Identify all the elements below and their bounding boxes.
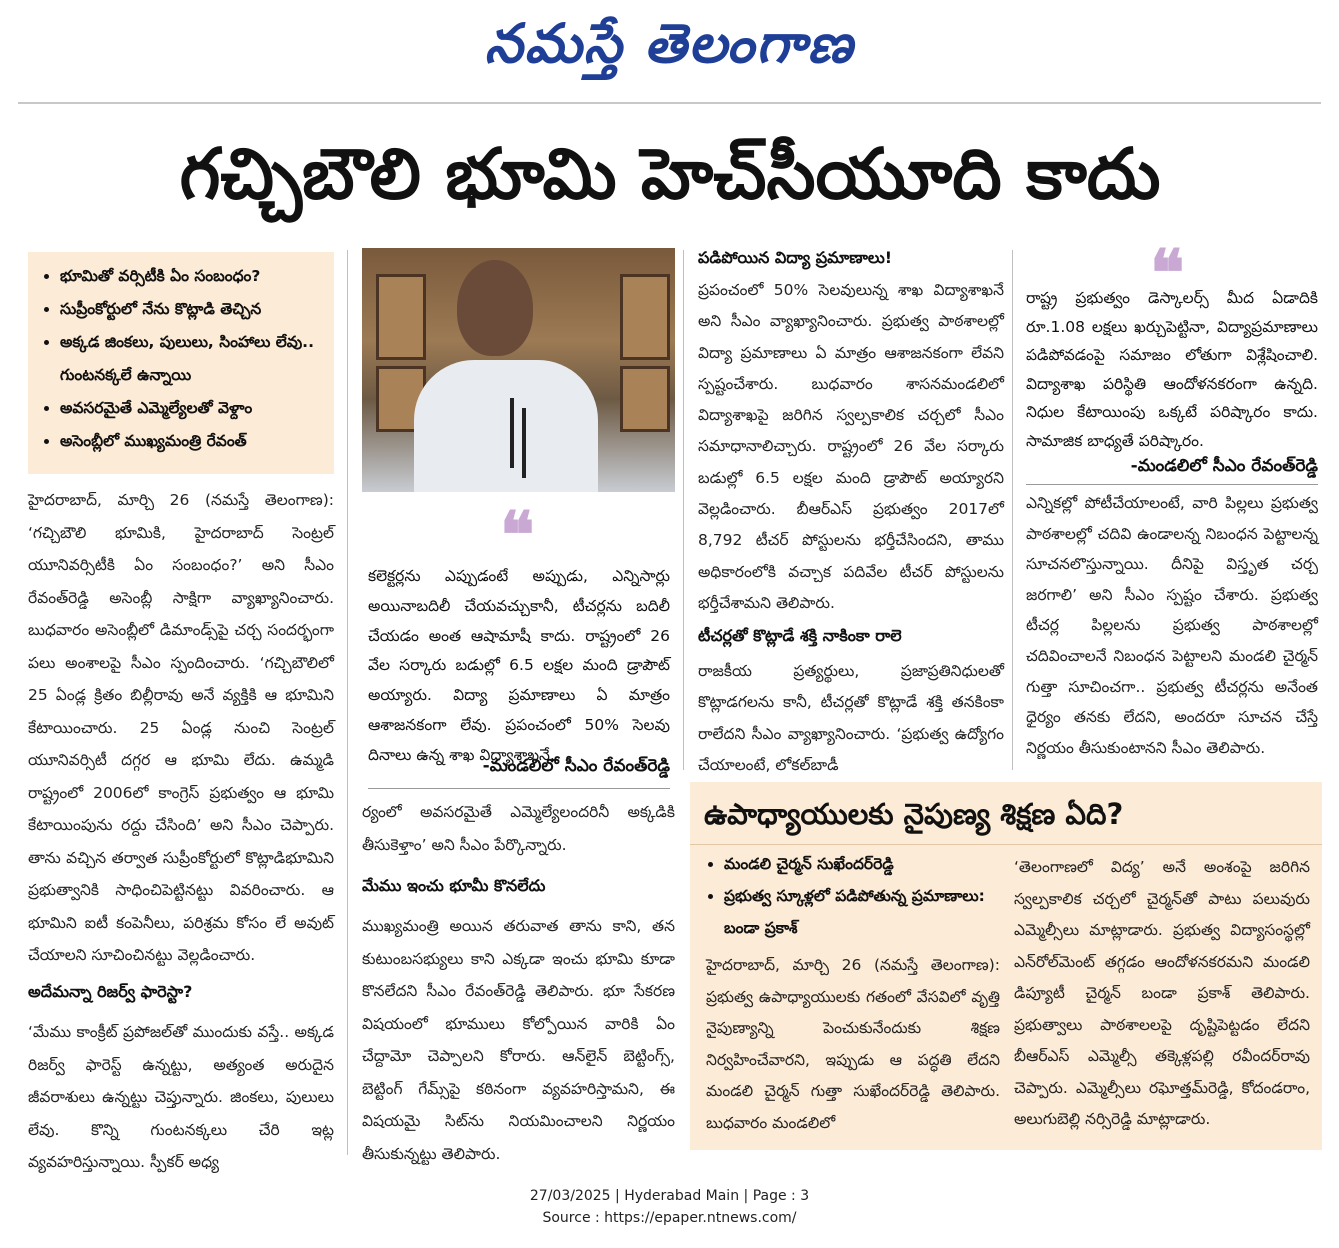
highlight-item: • అవసరమైతే ఎమ్మెల్యేలతో వెళ్దాం (60, 392, 324, 425)
quote-icon: ❝ (500, 498, 535, 573)
paragraph: హైదరాబాద్, మార్చి 26 (నమస్తే తెలంగాణ): ‘గచ్చిబౌలి భూమికి, హైదరాబాద్ సెంట్రల్ యూనివర్సిటీకి ఏం సంబంధం?’ అని సీఎం రేవంత్‌రెడ్డి అసెంబ్లీ సాక్షిగా వ్యాఖ్యానించారు. బుధవారం అసెంబ్లీలో డిమాండ్స్‌పై చర్చ సందర్భంగా పలు అంశాలపై సీఎం స్పందించారు. ‘గచ్చిబౌలిలో 25 ఏండ్ల క్రితం బిల్లీరావు అనే వ్యక్తికి ఆ భూమిని కేటాయించారు. 25 ఏండ్ల నుంచి సెంట్రల్ యూనివర్సిటీ దగ్గర ఆ భూమి లేదు. ఉమ్మడి రాష్ట్రంలో 2006లో కాంగ్రెస్ ప్రభుత్వం ఆ భూమి కేటాయింపును రద్దు చేసింది’ అని సీఎం చెప్పారు. తాను వచ్చిన తర్వాత సుప్రీంకోర్టులో కొట్లాడిభూమిని ప్రభుత్వానికి సాధించిపెట్టినట్టు వివరించారు. ఆ భూమిని ఐటీ కంపెనీలు, పరిశ్రమ కోసం లే అవుట్ చేయాలని సూచించినట్టు వెల్లడించారు. (28, 491, 334, 964)
paragraph: ర్యంలో అవసరమైతే ఎమ్మెల్యేలందరినీ అక్కడికి తీసుకెళ్తాం’ అని సీఎం పేర్కొన్నారు. (362, 803, 675, 854)
box-title: ఉపాధ్యాయులకు నైపుణ్య శిక్షణ ఏది? (704, 797, 1124, 831)
masthead-divider (18, 102, 1321, 104)
paragraph: రాజకీయ ప్రత్యర్థులు, ప్రజాప్రతినిధులతో కొట్లాడగలను కానీ, టీచర్లతో కొట్లాడే శక్తి తనకింకా రాలేదని సీఎం వ్యాఖ్యానించారు. ‘ప్రభుత్వ ఉద్యోగం చేయాలంటే, లోకల్‌బాడీ (698, 662, 1004, 774)
col3-body1 (698, 275, 1004, 619)
highlight-item: • అక్కడ జింకలు, పులులు, సింహాలు లేవు.. గుంటనక్కలే ఉన్నాయి (60, 326, 324, 392)
col2-subheading: మేము ఇంచు భూమీ కొనలేదు (362, 876, 546, 895)
box-right-body: ‘తెలంగాణలో విద్య’ అనే అంశంపై జరిగిన స్వల్పకాలిక చర్చలో చైర్మన్‌తో పాటు పలువురు ఎమ్మెల్సీలు మాట్లాడారు. ప్రభుత్వ విద్యాసంస్థల్లో ఎన్‌రోల్‌మెంట్ తగ్గడం ఆందోళనకరమని మండలి డిప్యూటీ చైర్మన్ బండా ప్రకాశ్ తెలిపారు. ప్రభుత్వాలు పాఠశాలలపై దృష్టిపెట్టడం లేదని బీఆర్‌ఎస్ ఎమ్మెల్సీ తక్కెళ్లపల్లి రవీందర్‌రావు చెప్పారు. ఎమ్మెల్సీలు రఘోత్తమ్‌రెడ్డి, కోదండరాం, అలుగుబెల్లి నర్సిరెడ్డి మాట్లాడారు. (1014, 858, 1310, 1128)
box-title-rule (690, 844, 1322, 845)
footer-source: Source : https://epaper.ntnews.com/ (542, 1210, 797, 1226)
pull-quote-2-attribution: -మండలిలో సీఎం రేవంత్‌రెడ్డి (1130, 456, 1318, 476)
box-bullet: • ప్రభుత్వ స్కూళ్లలో పడిపోతున్న ప్రమాణాలు: బండా ప్రకాశ్ (724, 880, 1014, 944)
col1-body1 (28, 484, 334, 972)
pull-quote-2: రాష్ట్ర ప్రభుత్వం డెస్కాలర్స్ మీద ఏడాదికి రూ.1.08 లక్షలు ఖర్చుపెట్టినా, విద్యాప్రమాణాలు పడిపోవడంపై సమాజం లోతుగా విశ్లేషించాలి. విద్యాశాఖ పరిస్థితి ఆందోళనకరంగా ఉన్నది. నిధుల కేటాయింపు ఒక్కటే పరిష్కారం కాదు. సామాజిక బాధ్యతే పరిష్కారం. (1026, 289, 1318, 450)
pull-quote-1: కలెక్టర్లను ఎప్పుడంటే అప్పుడు, ఎన్నిసార్లు అయినాబదిలీ చేయవచ్చుకానీ, టీచర్లను బదిలీ చేయడం అంత ఆషామాషీ కాదు. రాష్ట్రంలో 26 వేల సర్కారు బడుల్లో 6.5 లక్షల మంది డ్రాపౌట్ అయ్యారు. విద్యా ప్రమాణాలు ఏ మాత్రం ఆశాజనకంగా లేవు. ప్రపంచంలో 50% సెలవు దినాలు ఉన్న శాఖ విద్యాశాఖనే. (368, 567, 670, 764)
highlight-item: • అసెంబ్లీలో ముఖ్యమంత్రి రేవంత్ (60, 425, 324, 458)
quote-rule (368, 788, 670, 789)
col2-body1 (362, 796, 675, 861)
highlight-item: • సుప్రీంకోర్టులో నేను కొట్లాడి తెచ్చిన (60, 293, 324, 326)
paragraph: ‘మేము కాంక్రీట్ ప్రపోజల్‌తో ముందుకు వస్తే.. అక్కడ రిజర్వ్ ఫారెస్ట్ ఉన్నట్టు, అత్యంత అరుదైన జీవరాశులు ఉన్నట్టు చెప్తున్నారు. జింకలు, పులులు లేవు. కొన్ని గుంటనక్కలు చేరి ఇట్ల వ్యవహరిస్తున్నాయి. స్పీకర్ అధ్య (28, 1023, 334, 1171)
paragraph: ముఖ్యమంత్రి అయిన తరువాత తాను కాని, తన కుటుంబసభ్యులు కాని ఎక్కడా ఇంచు భూమి కూడా కొనలేదని సీఎం రేవంత్‌రెడ్డి తెలిపారు. భూ సేకరణ విషయంలో భూములు కోల్పోయిన వారికి ఏం చేద్దామో చెప్పాలని కోరారు. ఆన్‌లైన్ బెట్టింగ్స్, బెట్టింగ్ గేమ్స్‌పై కఠినంగా వ్యవహరిస్తామని, ఈ విషయమై సిట్‌ను నియమించాలని నిర్ణయం తీసుకున్నట్టు తెలిపారు. (362, 917, 675, 1163)
masthead-logo: నమస్తే తెలంగాణ (484, 11, 855, 75)
photo-cm-speaking (362, 248, 675, 492)
pull-quote-1-attribution: -మండలిలో సీఎం రేవంత్‌రెడ్డి (482, 756, 670, 776)
col2-body2 (362, 910, 675, 1170)
col3-body2 (698, 656, 1004, 781)
column-divider (1012, 250, 1013, 770)
col1-body2 (28, 1016, 334, 1179)
footer-date-edition: 27/03/2025 | Hyderabad Main | Page : 3 (529, 1188, 810, 1204)
box-left-body: హైదరాబాద్, మార్చి 26 (నమస్తే తెలంగాణ): ప్రభుత్వ ఉపాధ్యాయులకు గతంలో వేసవిలో వృత్తి నైపుణ్యాన్ని పెంచుకునేందుకు శిక్షణ నిర్వహించేవారని, ఇప్పుడు ఆ పద్ధతి లేదని మండలి చైర్మన్ గుత్తా సుఖేందర్‌రెడ్డి తెలిపారు. బుధవారం మండలిలో (706, 956, 1000, 1132)
col4-body1 (1026, 488, 1318, 763)
highlight-item: • భూమితో వర్సిటీకి ఏం సంబంధం? (60, 260, 324, 293)
paragraph: ఎన్నికల్లో పోటీచేయాలంటే, వారి పిల్లలు ప్రభుత్వ పాఠశాలల్లో చదివి ఉండాలన్న నిబంధన పెట్టాలన్న సూచనలొస్తున్నాయి. దీనిపై విస్తృత చర్చ జరగాలి’ అని సీఎం స్పష్టం చేశారు. ప్రభుత్వ టీచర్ల పిల్లలను ప్రభుత్వ పాఠశాలల్లో చదివించాలనే నిబంధన పెట్టాలని మండలి చైర్మన్ గుత్తా సూచించగా.. ప్రభుత్వ టీచర్లను అనేంత ధైర్యం తనకు లేదని, అందరూ సూచన చేస్తే నిర్ణయం తీసుకుంటానని సీఎం తెలిపారు. (1026, 494, 1318, 757)
paragraph: ప్రపంచంలో 50% సెలవులున్న శాఖ విద్యాశాఖనే అని సీఎం వ్యాఖ్యానించారు. ప్రభుత్వ పాఠశాలల్లో విద్యా ప్రమాణాలు ఏ మాత్రం ఆశాజనకంగా లేవని స్పష్టంచేశారు. బుధవారం శాసనమండలిలో విద్యాశాఖపై జరిగిన స్వల్పకాలిక చర్చలో సీఎం సమాధానాలిచ్చారు. రాష్ట్రంలో 26 వేల సర్కారు బడుల్లో 6.5 లక్షల మంది డ్రాపౌట్ అయ్యారని వెల్లడించారు. బీఆర్‌ఎస్ ప్రభుత్వం 2017లో 8,792 టీచర్ పోస్టులను భర్తీచేసిందని, తాము అధికారంలోకి వచ్చాక పదివేల టీచర్ పోస్టులను భర్తీచేశామని తెలిపారు. (698, 281, 1004, 612)
quote-rule (1026, 484, 1318, 485)
teacher-training-box (690, 782, 1322, 1150)
quote-icon: ❝ (1150, 236, 1185, 311)
col3-subheading-1: పడిపోయిన విద్యా ప్రమాణాలు! (698, 248, 893, 267)
box-bullet: • మండలి చైర్మన్ సుఖేందర్‌రెడ్డి (724, 848, 1014, 880)
column-divider (347, 250, 348, 1155)
highlights-box (28, 252, 334, 474)
col3-subheading-2: టీచర్లతో కొట్లాడే శక్తి నాకింకా రాలె (698, 626, 902, 645)
headline: గచ్చిబౌలి భూమి హెచ్‌సీయూది కాదు (179, 133, 1161, 215)
col1-subheading: అదేమన్నా రిజర్వ్ ఫారెస్టా? (28, 982, 193, 1001)
column-divider (683, 250, 684, 770)
